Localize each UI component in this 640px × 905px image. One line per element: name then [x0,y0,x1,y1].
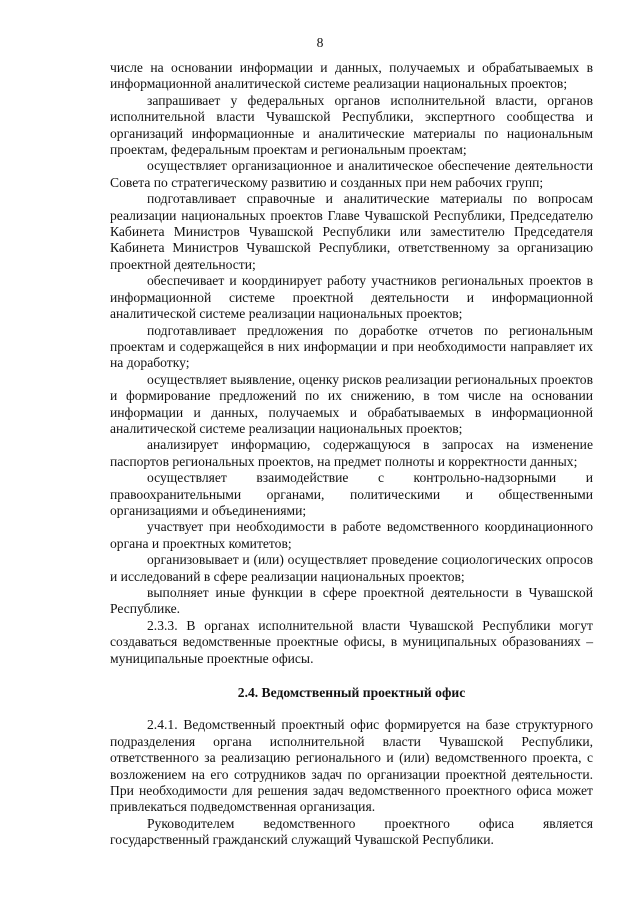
paragraph: участвует при необходимости в работе ведомственного координационного органа и проектных комитетов; [110,519,593,551]
paragraph: 2.4.1. Ведомственный проектный офис формируется на базе структурного подразделения органа исполнительной власти Чувашской Республики, ответственного за реализацию регионального и (или) ведомственного проекта, с возложением на его сотрудников задач по организации проектной деятельности. При необходимости для решения задач ведомственного проектного офиса может привлекаться подведомственная организация. [110,717,593,815]
paragraph: анализирует информацию, содержащуюся в запросах на изменение паспортов региональных проектов, на предмет полноты и корректности данных; [110,437,593,469]
paragraph: Руководителем ведомственного проектного офиса является государственный гражданский служащий Чувашской Республики. [110,815,593,848]
page-number: 8 [316,35,324,50]
paragraph: запрашивает у федеральных органов исполнительной власти, органов исполнительной власти Чувашской Республики, экспертного сообщества и организаций информационные и аналитические материалы по национальным проектам, федеральным проектам и региональным проектам; [110,92,593,158]
paragraph: подготавливает справочные и аналитические материалы по вопросам реализации национальных проектов Главе Чувашской Республики, Председателю Кабинета Министров Чувашской Республики или заместителю Председателя Кабинета Министров Чувашской Республики, ответственному за организацию проектной деятельности; [110,191,593,272]
document-body [110,60,593,849]
paragraph: осуществляет организационное и аналитическое обеспечение деятельности Совета по стратегическому развитию и созданных при нем рабочих групп; [110,158,593,190]
paragraph: подготавливает предложения по доработке отчетов по региональным проектам и содержащейся в них информации и при необходимости направляет их на доработку; [110,322,593,371]
paragraph: осуществляет выявление, оценку рисков реализации региональных проектов и формирование предложений по их снижению, в том числе на основании информации и данных, получаемых и обрабатываемых в информационной аналитической системе реализации национальных проектов; [110,371,593,436]
paragraph: обеспечивает и координирует работу участников региональных проектов в информационной системе проектной деятельности и информационной аналитической системе реализации национальных проектов; [110,273,593,322]
paragraph: выполняет иные функции в сфере проектной деятельности в Чувашской Республике. [110,585,593,617]
paragraph: 2.3.3. В органах исполнительной власти Чувашской Республики могут создаваться ведомственные проектные офисы, в муниципальных образованиях – муниципальные проектные офисы. [110,617,593,666]
paragraph: осуществляет взаимодействие с контрольно-надзорными и правоохранительными органами, политическими и общественными организациями и объединениями; [110,470,593,518]
paragraph: числе на основании информации и данных, получаемых и обрабатываемых в информационной аналитической системе реализации национальных проектов; [110,60,593,92]
section-heading: 2.4. Ведомственный проектный офис [237,685,466,701]
paragraph: организовывает и (или) осуществляет проведение социологических опросов и исследований в сфере реализации национальных проектов; [110,552,593,584]
